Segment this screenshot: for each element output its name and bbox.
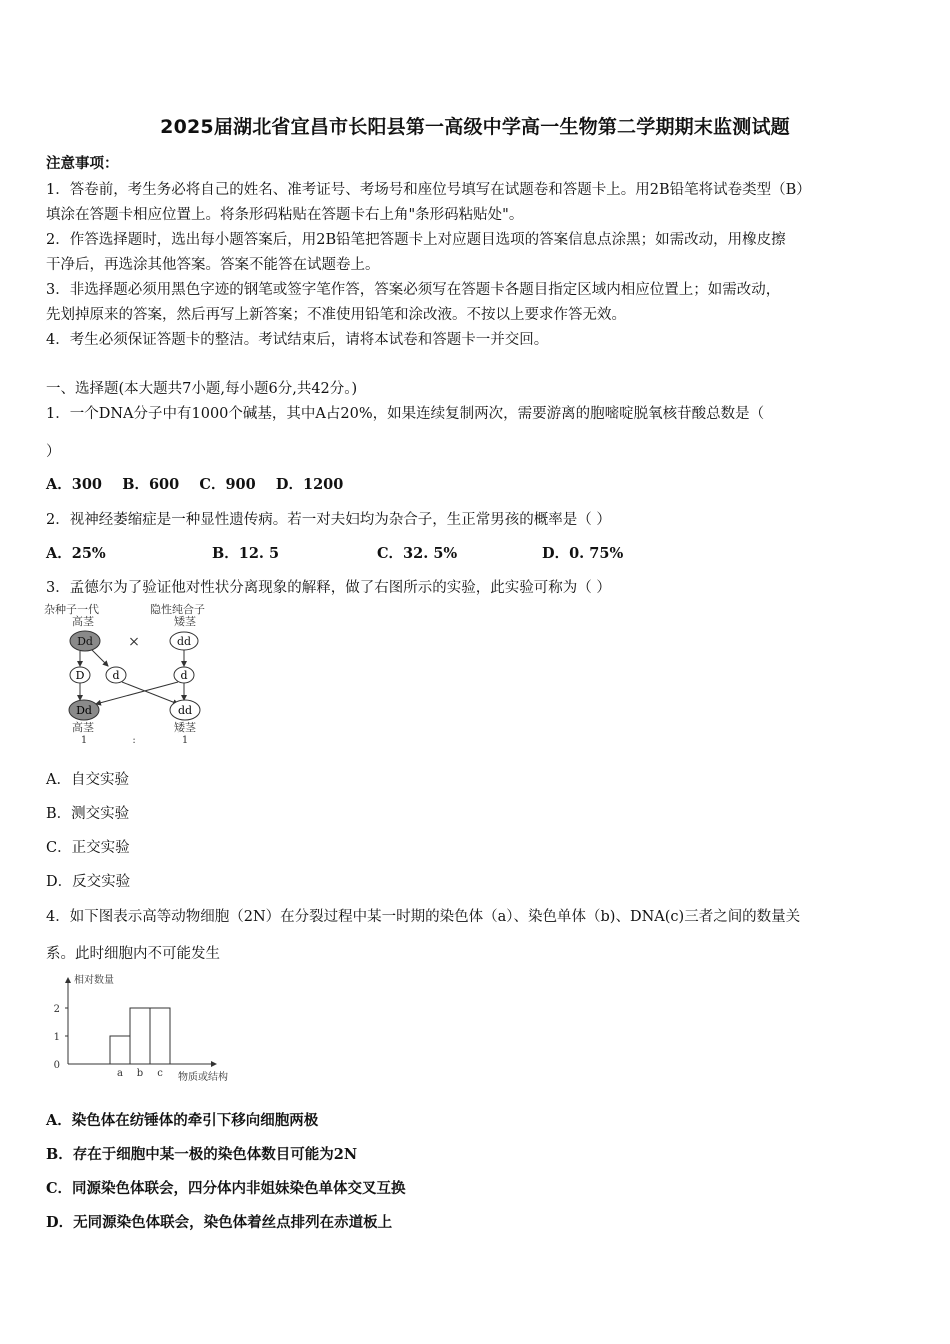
notice-line: 先划掉原来的答案，然后再写上新答案；不准使用铅笔和涂改液。不按以上要求作答无效。 (46, 307, 626, 323)
notice-line: 4．考生必须保证答题卡的整洁。考试结束后，请将本试卷和答题卡一并交回。 (46, 332, 549, 348)
q4-option-c: C．同源染色体联会，四分体内非姐妹染色单体交叉互换 (46, 1180, 406, 1197)
label-hybrid: 杂种子一代 (44, 603, 99, 616)
y-axis-label: 相对数量 (74, 975, 114, 986)
label-tall: 高茎 (72, 615, 94, 628)
notice-line: 3．非选择题必须用黑色字迹的钢笔或签字笔作答，答案必须写在答题卡各题目指定区域内相应位置上；如需改动， (46, 282, 781, 298)
gamete-d-recessive-label: d (180, 669, 188, 682)
q1-stem-cont: ） (46, 444, 61, 460)
x-axis-label: 物质或结构 (178, 1072, 228, 1083)
testcross-diagram (42, 600, 232, 746)
q3-option-a: A．自交实验 (46, 772, 129, 788)
gamete-d-hybrid-label: d (112, 669, 120, 682)
q4-stem-cont: 系。此时细胞内不可能发生 (46, 946, 220, 962)
q2-option-b: B．12. 5 (212, 545, 280, 562)
q1-options: A．300 B．600 C．900 D．1200 (46, 476, 344, 493)
label-recessive: 隐性纯合子 (150, 603, 205, 616)
notice-heading: 注意事项： (46, 155, 119, 172)
q3-option-b: B．测交实验 (46, 806, 130, 822)
q2-stem: 2．视神经萎缩症是一种显性遗传病。若一对夫妇均为杂合子，生正常男孩的概率是（ ） (46, 512, 611, 528)
q2-option-c: C．32. 5% (377, 545, 458, 562)
q3-option-d: D．反交实验 (46, 874, 131, 890)
q4-stem: 4．如下图表示高等动物细胞（2N）在分裂过程中某一时期的染色体（a）、染色单体（b)、DNA(c)三者之间的数量关 (46, 909, 801, 925)
cross-symbol: × (128, 634, 140, 650)
q4-option-d: D．无同源染色体联会，染色体着丝点排列在赤道板上 (46, 1214, 393, 1231)
ratio-sep: : (132, 735, 136, 746)
x-tick-label-a: a (117, 1068, 123, 1079)
q3-option-c: C．正交实验 (46, 840, 130, 856)
notice-line: 干净后，再选涂其他答案。答案不能答在试题卷上。 (46, 257, 380, 273)
q4-option-a: A．染色体在纺锤体的牵引下移向细胞两极 (46, 1112, 319, 1129)
q1-stem: 1．一个DNA分子中有1000个碱基，其中A占20%，如果连续复制两次，需要游离的胞嘧啶脱氧核苷酸总数是（ (46, 406, 765, 422)
page-title: 2025届湖北省宜昌市长阳县第一高级中学高一生物第二学期期末监测试题 (160, 116, 790, 138)
label-short: 矮茎 (174, 615, 196, 628)
y-tick-label: 0 (53, 1060, 60, 1071)
notice-line: 2．作答选择题时，选出每小题答案后，用2B铅笔把答题卡上对应题目选项的答案信息点涂黑；如需改动，用橡皮擦 (46, 232, 786, 248)
notice-line: 填涂在答题卡相应位置上。将条形码粘贴在答题卡右上角"条形码粘贴处"。 (46, 207, 524, 223)
offspring-tall-label: 高茎 (72, 721, 94, 734)
bar-c (150, 1008, 170, 1064)
bar-chart (46, 970, 246, 1088)
notice-line: 1．答卷前，考生务必将自己的姓名、准考证号、考场号和座位号填写在试题卷和答题卡上。用2B铅笔将试卷类型（B） (46, 182, 811, 198)
bar-a (110, 1036, 130, 1064)
gamete-D-label: D (75, 669, 85, 682)
parent-Dd-label: Dd (77, 635, 93, 648)
q3-stem: 3．孟德尔为了验证他对性状分离现象的解释，做了右图所示的实验，此实验可称为（ ） (46, 580, 611, 596)
ratio-right: 1 (181, 735, 189, 746)
y-tick-label: 1 (53, 1032, 60, 1043)
bar-b (130, 1008, 150, 1064)
q2-option-a: A．25% (46, 545, 106, 562)
section-heading: 一、选择题(本大题共7小题,每小题6分,共42分。) (46, 381, 358, 397)
y-tick-label: 2 (53, 1004, 60, 1015)
x-tick-label-b: b (136, 1068, 144, 1079)
q4-option-b: B．存在于细胞中某一极的染色体数目可能为2N (46, 1146, 358, 1163)
offspring-Dd-label: Dd (76, 704, 92, 717)
offspring-short-label: 矮茎 (174, 721, 196, 734)
q2-option-d: D．0. 75% (542, 545, 624, 562)
x-tick-label-c: c (157, 1068, 163, 1079)
parent-dd-label: dd (176, 635, 192, 648)
ratio-left: 1 (80, 735, 88, 746)
offspring-dd-label: dd (177, 704, 193, 717)
